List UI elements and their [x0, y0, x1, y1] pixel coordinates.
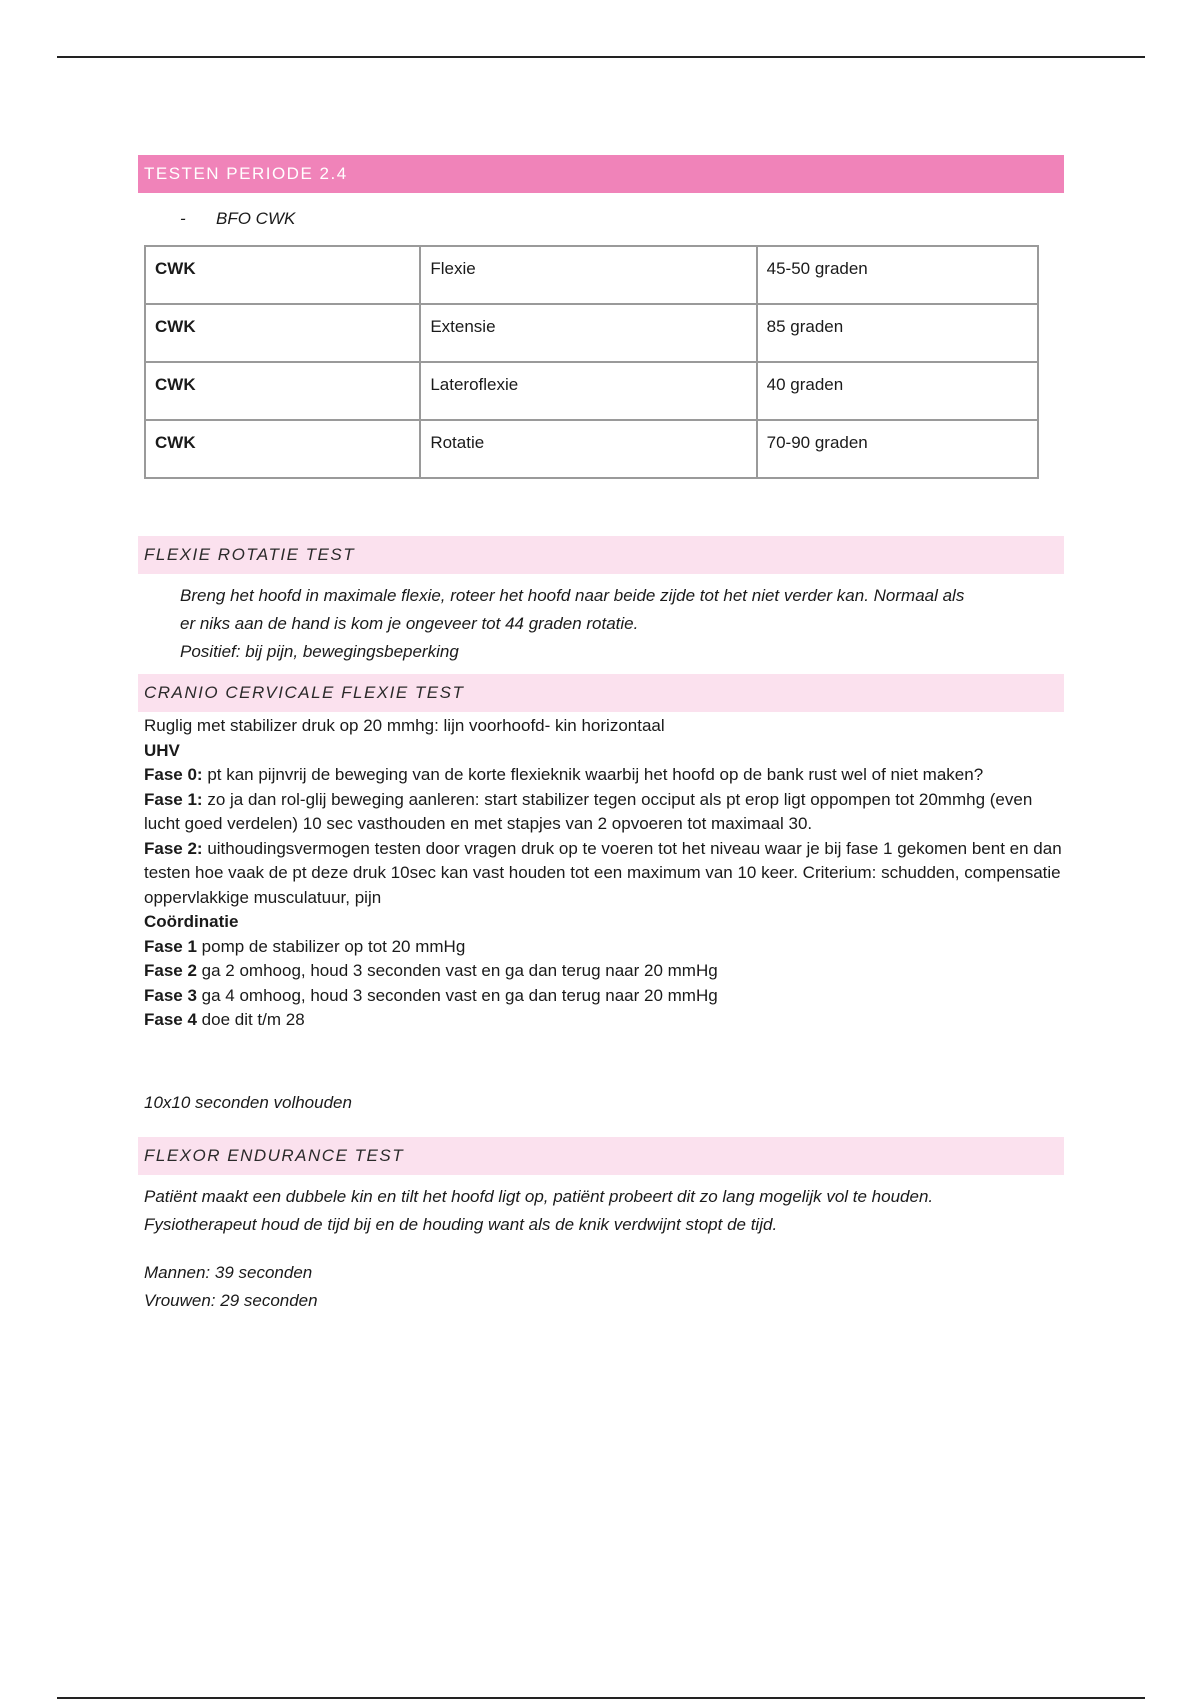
table-cell: Rotatie	[420, 420, 756, 478]
cranio-note: 10x10 seconden volhouden	[144, 1092, 352, 1112]
footer-rule	[57, 1697, 1145, 1699]
paragraph-line: Ruglig met stabilizer druk op 20 mmhg: lijn voorhoofd- kin horizontaal	[144, 716, 665, 735]
table-cell: 45-50 graden	[757, 246, 1038, 304]
coordinatie-fase-3: Fase 3 ga 4 omhoog, houd 3 seconden vast en ga dan terug naar 20 mmHg	[144, 985, 718, 1005]
fase-1: Fase 1: zo ja dan rol-glij beweging aanleren: start stabilizer tegen occiput als pt erop ligt oppompen tot 20mmhg (even lucht goed verdelen) 10 sec vasthouden en met stapjes van 2 opvoeren tot maximaal 30.	[144, 789, 1033, 833]
range-of-motion-table	[144, 245, 1039, 479]
table-row	[145, 246, 1038, 304]
table-cell: Extensie	[420, 304, 756, 362]
subheading-coordinatie: Coördinatie	[144, 912, 239, 931]
table-cell: CWK	[145, 362, 420, 420]
flexor-norms	[144, 1259, 1064, 1315]
subheading-uhv: UHV	[144, 740, 180, 760]
paragraph-line: Patiënt maakt een dubbele kin en tilt het hoofd ligt op, patiënt probeert dit zo lang mogelijk vol te houden.	[144, 1186, 934, 1206]
coordinatie-fase-4: Fase 4 doe dit t/m 28	[144, 1010, 305, 1029]
fase-0: Fase 0: pt kan pijnvrij de beweging van de korte flexieknik waarbij het hoofd op de bank rust wel of niet maken?	[144, 765, 984, 784]
section-heading-cranio: CRANIO CERVICALE FLEXIE TEST	[138, 674, 1064, 712]
cranio-description	[144, 714, 1064, 1033]
paragraph-line: er niks aan de hand is kom je ongeveer tot 44 graden rotatie.	[180, 614, 639, 633]
bullet-text: BFO CWK	[216, 209, 296, 228]
table-row	[145, 362, 1038, 420]
coordinatie-fase-1: Fase 1 pomp de stabilizer op tot 20 mmHg	[144, 936, 466, 956]
document-body	[138, 155, 1064, 1315]
header-rule	[57, 56, 1145, 58]
table-cell: CWK	[145, 246, 420, 304]
norm-men: Mannen: 39 seconden	[144, 1262, 313, 1282]
table-cell: Lateroflexie	[420, 362, 756, 420]
flexor-description	[144, 1183, 1064, 1239]
table-cell: CWK	[145, 304, 420, 362]
paragraph-line: Positief: bij pijn, bewegingsbeperking	[180, 642, 459, 661]
section-heading-flexie-rotatie: FLEXIE ROTATIE TEST	[138, 536, 1064, 574]
bullet-item	[180, 209, 1064, 229]
table-row	[145, 420, 1038, 478]
fase-2: Fase 2: uithoudingsvermogen testen door vragen druk op te voeren tot het niveau waar je bij fase 1 gekomen bent en dan testen hoe vaak de pt deze druk 10sec kan vast houden tot een maximum van 10 keer. Criterium: schudden, compensatie oppervlakkige musculatuur, pijn	[144, 838, 1062, 907]
section-heading-flexor: FLEXOR ENDURANCE TEST	[138, 1137, 1064, 1175]
norm-women: Vrouwen: 29 seconden	[144, 1290, 318, 1310]
paragraph-line: Breng het hoofd in maximale flexie, roteer het hoofd naar beide zijde tot het niet verder kan. Normaal als	[180, 586, 965, 605]
table-cell: Flexie	[420, 246, 756, 304]
table-row	[145, 304, 1038, 362]
flexie-rotatie-description	[180, 582, 1064, 666]
table-cell: 85 graden	[757, 304, 1038, 362]
section-heading-testen: TESTEN PERIODE 2.4	[138, 155, 1064, 193]
bullet-dash: -	[180, 209, 186, 228]
coordinatie-fase-2: Fase 2 ga 2 omhoog, houd 3 seconden vast en ga dan terug naar 20 mmHg	[144, 961, 718, 980]
paragraph-line: Fysiotherapeut houd de tijd bij en de houding want als de knik verdwijnt stopt de tijd.	[144, 1214, 778, 1234]
table-cell: 70-90 graden	[757, 420, 1038, 478]
table-cell: CWK	[145, 420, 420, 478]
table-cell: 40 graden	[757, 362, 1038, 420]
